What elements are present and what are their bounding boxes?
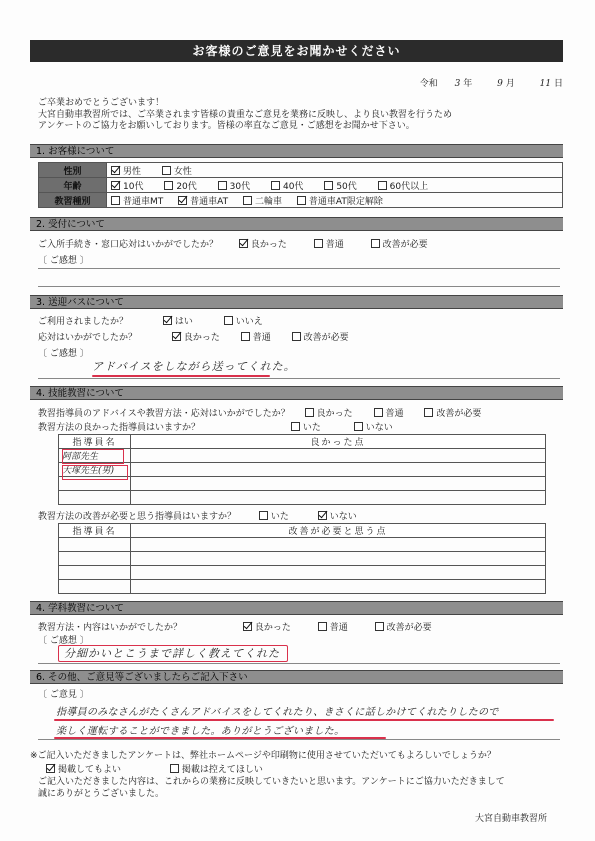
classroom-feedback-text[interactable]: 分細かいとこうまで詳しく教えてくれた — [64, 647, 280, 660]
section-header-shuttle-bus: 3. 送迎バスについて — [30, 295, 563, 309]
option-label: いた — [270, 512, 289, 522]
checkbox-icon[interactable] — [318, 622, 327, 631]
other-comments-line-2[interactable]: 楽しく運転することができました。ありがとうございました。 — [56, 726, 345, 737]
date-month-value[interactable]: 9 — [497, 79, 503, 89]
instructor-good-option[interactable] — [305, 406, 353, 419]
instructor-name-cell[interactable] — [59, 491, 131, 505]
option-label: いいえ — [235, 317, 263, 327]
red-underline — [54, 719, 554, 721]
age-option[interactable] — [378, 179, 428, 192]
option-label: 40代 — [282, 181, 304, 192]
course-option[interactable] — [243, 194, 282, 207]
closing-line: ご記入いただきました内容は、これからの業務に反映していきたいと思います。アンケートにご協力いただきまして — [38, 777, 505, 787]
option-label: いた — [302, 423, 321, 433]
age-option[interactable] — [164, 179, 196, 192]
red-highlight-box — [58, 645, 288, 662]
checkbox-icon[interactable] — [305, 408, 314, 417]
good-point-cell[interactable] — [131, 477, 546, 491]
instructor-rating-row — [38, 406, 481, 419]
checkbox-icon[interactable] — [378, 181, 387, 190]
improve-instructor-row — [38, 509, 357, 522]
question-text: 応対はいかがでしたか？ — [38, 333, 138, 343]
bus-no-option[interactable] — [224, 314, 263, 327]
date-month-unit: 月 — [505, 79, 515, 89]
gender-male-option[interactable] — [111, 164, 141, 177]
red-highlight-box — [62, 465, 128, 480]
feedback-line[interactable] — [38, 378, 560, 379]
publication-consent-options — [46, 762, 263, 775]
course-type-label: 教習種別 — [39, 193, 107, 208]
school-name: 大宮自動車教習所 — [474, 814, 547, 824]
intro-line: 大宮自動車教習所では、ご卒業されます皆様の貴重なご意見を業務に反映し、より良い教習を行うため — [38, 109, 453, 120]
question-text: 教習方法の改善が必要と思う指導員はいますか？ — [38, 512, 237, 522]
feedback-line[interactable] — [38, 268, 560, 269]
checkbox-checked-icon[interactable] — [172, 332, 181, 341]
checkbox-checked-icon[interactable] — [243, 622, 252, 631]
date-year-unit: 年 — [463, 79, 473, 89]
instructor-name-cell[interactable] — [59, 552, 131, 566]
question-text: 教習方法・内容はいかがでしたか？ — [38, 623, 183, 633]
section-header-reception: 2. 受付について — [30, 217, 563, 231]
instructor-normal-option[interactable] — [374, 406, 404, 419]
date-day-value[interactable]: 11 — [539, 79, 552, 89]
checkbox-icon[interactable] — [374, 408, 383, 417]
option-label: 良かった — [254, 623, 291, 633]
age-option[interactable] — [271, 179, 303, 192]
red-underline — [92, 375, 270, 377]
gender-options — [107, 163, 563, 178]
option-label: いない — [365, 423, 393, 433]
reception-normal-option[interactable] — [314, 237, 344, 250]
improve-point-cell[interactable] — [131, 580, 546, 594]
bus-good-option[interactable] — [172, 330, 220, 343]
table-header-row — [59, 435, 546, 449]
table-row — [39, 193, 563, 208]
date-era: 令和 — [419, 79, 438, 89]
option-label: 10代 — [123, 181, 144, 192]
table-row — [39, 178, 563, 193]
good-point-cell[interactable] — [131, 449, 546, 463]
checkbox-icon[interactable] — [111, 196, 120, 205]
option-label: 普通 — [252, 333, 271, 343]
option-label: 改善が必要 — [386, 623, 432, 633]
option-label: 20代 — [176, 181, 197, 192]
age-option[interactable] — [218, 179, 250, 192]
checkbox-icon[interactable] — [243, 196, 252, 205]
reception-good-option[interactable] — [239, 237, 287, 250]
gender-female-option[interactable] — [162, 164, 192, 177]
table-row — [59, 491, 546, 505]
table-row — [59, 449, 546, 463]
checkbox-icon[interactable] — [164, 181, 173, 190]
closing-line: 誠にありがとうございました。 — [38, 789, 165, 799]
improve-instructor-no-option[interactable] — [318, 509, 357, 522]
checkbox-icon[interactable] — [371, 239, 380, 248]
age-option[interactable] — [111, 179, 143, 192]
good-instructor-row — [38, 420, 393, 433]
reception-question-row — [38, 237, 428, 250]
checkbox-icon[interactable] — [324, 181, 333, 190]
checkbox-icon[interactable] — [292, 332, 301, 341]
question-text: ご入所手続き・窓口応対はいかがでしたか？ — [38, 240, 219, 250]
date-day-unit: 日 — [553, 79, 563, 89]
good-instructor-table — [58, 434, 546, 505]
instructor-name-cell[interactable] — [59, 566, 131, 580]
checkbox-checked-icon[interactable] — [318, 511, 327, 520]
classroom-normal-option[interactable] — [318, 620, 348, 633]
improve-point-cell[interactable] — [131, 566, 546, 580]
checkbox-icon[interactable] — [291, 422, 300, 431]
table-row — [59, 552, 546, 566]
option-label: 男性 — [123, 166, 142, 177]
option-label: 女性 — [173, 166, 192, 177]
option-label: 普通車MT — [123, 196, 164, 207]
course-option[interactable] — [178, 194, 228, 207]
bus-yes-option[interactable] — [163, 314, 193, 327]
course-option[interactable] — [111, 194, 163, 207]
option-label: 普通 — [325, 240, 344, 250]
instructor-improve-option[interactable] — [424, 406, 481, 419]
instructor-name-cell[interactable] — [59, 538, 131, 552]
column-header: 改善が必要と思う点 — [131, 524, 546, 538]
good-instructor-yes-option[interactable] — [291, 420, 321, 433]
option-label: 改善が必要 — [303, 333, 349, 343]
checkbox-icon[interactable] — [241, 332, 250, 341]
checkbox-icon[interactable] — [297, 196, 306, 205]
checkbox-checked-icon[interactable] — [111, 166, 120, 175]
closing-message — [38, 776, 558, 800]
good-point-cell[interactable] — [131, 463, 546, 477]
table-row — [59, 580, 546, 594]
option-label: 改善が必要 — [436, 409, 482, 419]
question-text: ご利用されましたか？ — [38, 317, 129, 327]
instructor-name: 阿部先生 — [62, 452, 99, 462]
table-row — [59, 538, 546, 552]
improve-instructor-table — [58, 523, 546, 594]
date-year-value[interactable]: 3 — [454, 79, 461, 89]
feedback-line[interactable] — [38, 739, 560, 740]
question-text: 教習指導員のアドバイスや教習方法・応対はいかがでしたか？ — [38, 409, 290, 419]
checkbox-icon[interactable] — [354, 422, 363, 431]
age-label: 年齢 — [39, 178, 107, 193]
section-header-classroom-training: 4. 学科教習について — [30, 601, 563, 615]
feedback-line[interactable] — [38, 663, 560, 664]
bus-normal-option[interactable] — [241, 330, 271, 343]
age-options — [107, 178, 563, 193]
option-label: 良かった — [316, 409, 353, 419]
checkbox-icon[interactable] — [170, 764, 179, 773]
option-label: 二輪車 — [254, 196, 282, 207]
table-header-row — [59, 524, 546, 538]
feedback-label: 〔 ご感想 〕 — [38, 349, 89, 359]
table-row — [59, 463, 546, 477]
instructor-name-cell[interactable] — [59, 580, 131, 594]
table-row — [39, 163, 563, 178]
question-text: 教習方法の良かった指導員はいますか？ — [38, 423, 201, 433]
checkbox-icon[interactable] — [271, 181, 280, 190]
customer-profile-table — [38, 162, 563, 208]
checkbox-icon[interactable] — [314, 239, 323, 248]
option-label: 掲載してもよい — [58, 765, 122, 775]
column-header: 指導員名 — [59, 524, 131, 538]
option-label: 60代以上 — [389, 181, 429, 192]
section-header-other-comments: 6. その他、ご意見等ございましたらご記入下さい — [30, 670, 563, 684]
classroom-question-row — [38, 620, 432, 633]
checkbox-icon[interactable] — [259, 511, 268, 520]
option-label: 良かった — [250, 240, 287, 250]
improve-point-cell[interactable] — [131, 552, 546, 566]
classroom-good-option[interactable] — [243, 620, 291, 633]
checkbox-checked-icon[interactable] — [239, 239, 248, 248]
option-label: はい — [174, 317, 193, 327]
column-header: 良かった点 — [131, 435, 546, 449]
red-highlight-box — [62, 449, 124, 464]
intro-line: アンケートのご協力をお願いしております。皆様の率直なご意見・ご感想をお聞かせ下さい。 — [38, 121, 415, 131]
age-option[interactable] — [324, 179, 356, 192]
good-point-cell[interactable] — [131, 491, 546, 505]
table-row — [59, 477, 546, 491]
feedback-label: 〔 ご意見 〕 — [38, 690, 89, 700]
intro-text — [38, 98, 558, 133]
bus-usage-row — [38, 314, 263, 327]
option-label: 30代 — [229, 181, 251, 192]
intro-line: ご卒業おめでとうございます！ — [38, 98, 165, 108]
checkbox-icon[interactable] — [424, 408, 433, 417]
other-comments-line-1[interactable]: 指導員のみなさんがたくさんアドバイスをしてくれたり、きさくに話しかけてくれたりしたので — [56, 707, 499, 718]
course-type-options — [107, 193, 563, 208]
checkbox-icon[interactable] — [162, 166, 171, 175]
gender-label: 性別 — [39, 163, 107, 178]
option-label: 良かった — [183, 333, 220, 343]
good-instructor-no-option[interactable] — [354, 420, 393, 433]
option-label: 普通車AT限定解除 — [308, 196, 383, 207]
consent-decline-option[interactable] — [170, 762, 263, 775]
reception-improve-option[interactable] — [371, 237, 428, 250]
checkbox-checked-icon[interactable] — [46, 764, 55, 773]
feedback-label: 〔 ご感想 〕 — [38, 636, 89, 646]
publication-consent-question: ※ご記入いただきましたアンケートは、弊社ホームページや印刷物に使用させていただいてもよろしいでしょうか？ — [30, 751, 496, 761]
checkbox-icon[interactable] — [375, 622, 384, 631]
improve-instructor-yes-option[interactable] — [259, 509, 289, 522]
option-label: いない — [329, 512, 357, 522]
option-label: 普通 — [329, 623, 348, 633]
option-label: 普通車AT — [190, 196, 229, 207]
option-label: 50代 — [336, 181, 357, 192]
option-label: 掲載は控えてほしい — [181, 765, 263, 775]
bus-service-row — [38, 330, 349, 343]
feedback-line[interactable] — [38, 286, 560, 287]
checkbox-checked-icon[interactable] — [163, 316, 172, 325]
feedback-label: 〔 ご感想 〕 — [38, 256, 89, 266]
improve-point-cell[interactable] — [131, 538, 546, 552]
table-row — [59, 566, 546, 580]
instructor-name: 大塚先生(男) — [62, 466, 115, 476]
bus-improve-option[interactable] — [292, 330, 349, 343]
date-line — [420, 76, 563, 89]
checkbox-icon[interactable] — [224, 316, 233, 325]
consent-allow-option[interactable] — [46, 762, 121, 775]
page-title: お客様のご意見をお聞かせください — [30, 40, 563, 62]
bus-feedback-text[interactable]: アドバイスをしながら送ってくれた。 — [92, 360, 296, 373]
checkbox-checked-icon[interactable] — [178, 196, 187, 205]
column-header: 指導員名 — [59, 435, 131, 449]
option-label: 普通 — [385, 409, 404, 419]
checkbox-checked-icon[interactable] — [111, 181, 120, 190]
section-header-customer: 1. お客様について — [30, 144, 563, 158]
section-header-practical-training: 4. 技能教習について — [30, 386, 563, 400]
course-option[interactable] — [297, 194, 383, 207]
classroom-improve-option[interactable] — [375, 620, 432, 633]
option-label: 改善が必要 — [382, 240, 428, 250]
checkbox-icon[interactable] — [218, 181, 227, 190]
